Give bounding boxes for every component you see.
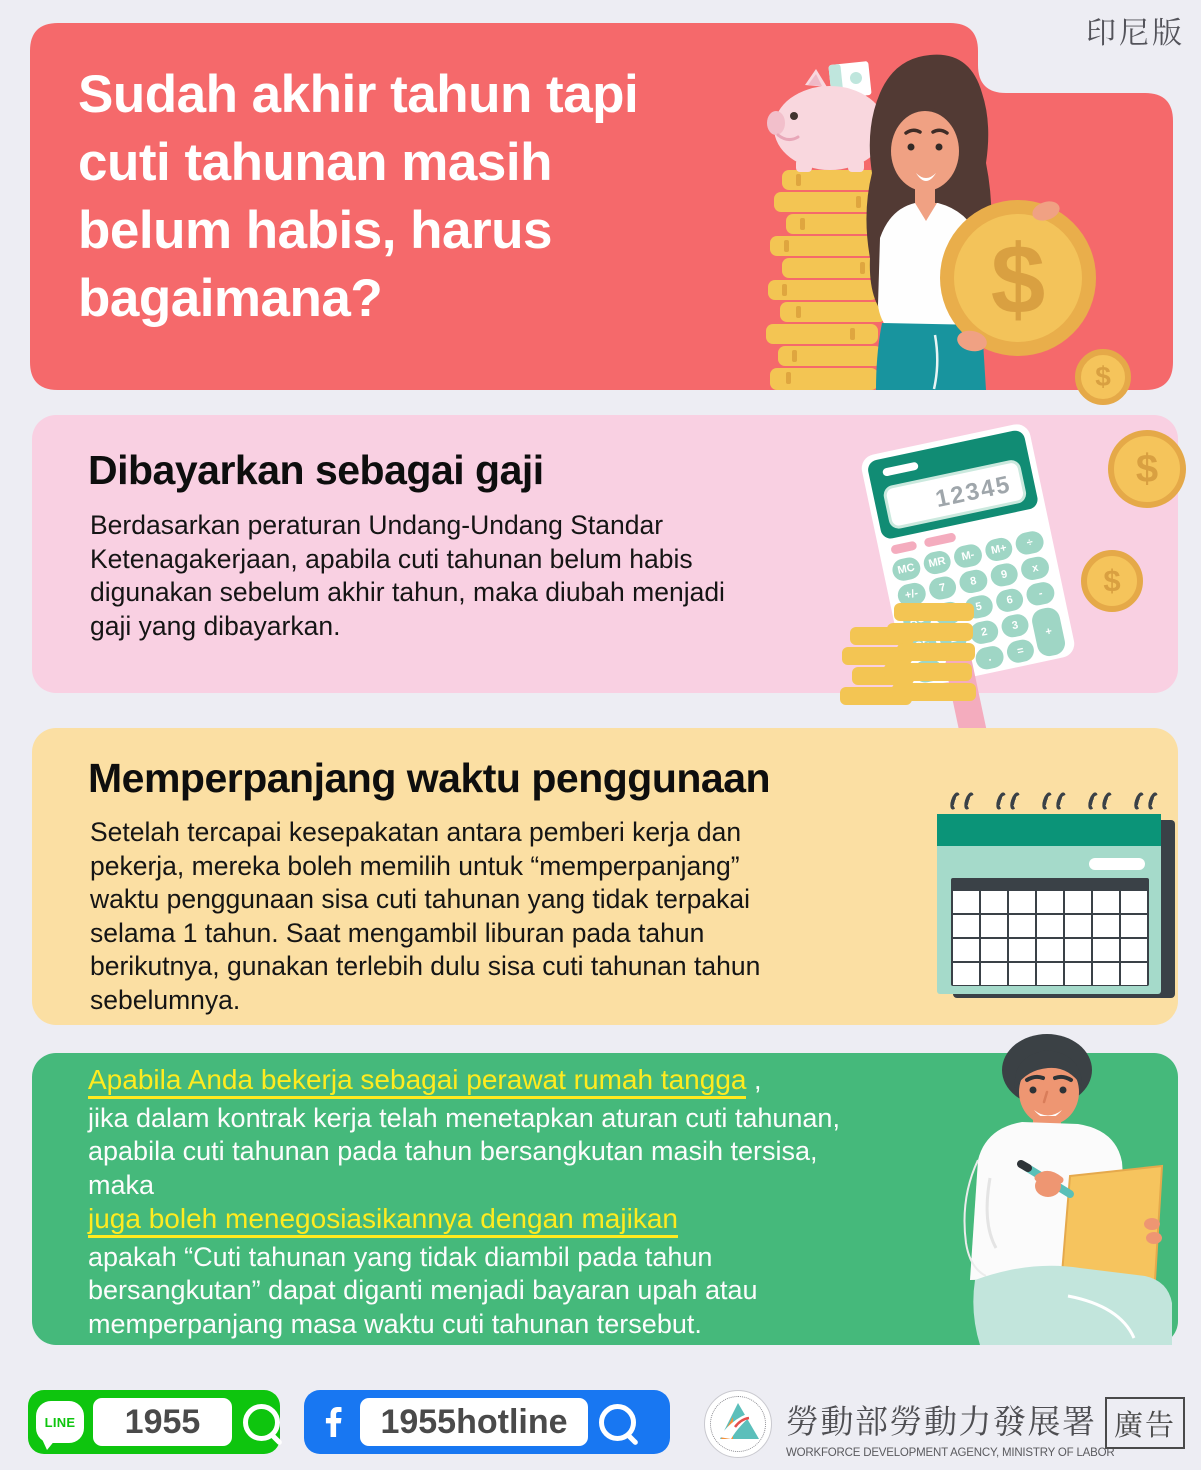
calc-key-MR: MR (921, 549, 953, 576)
agency-block (704, 1390, 1114, 1459)
calc-key-+: + (1030, 606, 1067, 659)
calculator-pink-dash (923, 532, 956, 547)
calendar-cell (981, 939, 1007, 961)
calendar-cell (1093, 939, 1119, 961)
line-search-input[interactable] (93, 1398, 232, 1446)
calendar-cell (1121, 891, 1147, 913)
salary-card-heading: Dibayarkan sebagai gaji (88, 447, 544, 493)
body-line: selama 1 tahun. Saat mengambil liburan pada tahun (90, 917, 705, 948)
body-line: Setelah tercapai kesepakatan antara pemberi kerja dan (90, 817, 742, 847)
ad-label-text: 廣告 (1113, 1409, 1176, 1442)
calc-key-M-: M- (952, 542, 984, 569)
line-query: 1955 (124, 1402, 201, 1441)
facebook-search-pill[interactable] (304, 1390, 670, 1454)
body-line: Ketenagakerjaan, apabila cuti tahunan belum habis (90, 543, 693, 574)
facebook-query: 1955hotline (380, 1402, 568, 1441)
caregiver-line: apakah “Cuti tahunan yang tidak diambil pada tahun (88, 1241, 713, 1272)
hero-title-line: belum habis, harus (78, 201, 553, 260)
coin-icon (1081, 550, 1143, 612)
body-line: berikutnya, gunakan terlebih dulu sisa cuti tahunan tahun (90, 951, 761, 981)
calculator-speaker (882, 461, 919, 476)
caregiver-line: apabila cuti tahunan pada tahun bersangkutan masih tersisa, (88, 1136, 818, 1166)
facebook-icon (316, 1400, 352, 1444)
calendar-grid-header (953, 880, 1147, 889)
calendar-cell (1009, 939, 1035, 961)
calendar-cell (1093, 963, 1119, 985)
calc-key-x: x (1019, 555, 1051, 582)
calc-key-M+: M+ (983, 536, 1015, 563)
line-logo-text: LINE (44, 1414, 76, 1430)
calc-key-2: 2 (968, 619, 1000, 646)
agency-name-en: WORKFORCE DEVELOPMENT AGENCY, MINISTRY OF LABOR (786, 1447, 1115, 1459)
calc-key-8: 8 (958, 568, 990, 595)
facebook-search-input[interactable] (360, 1398, 588, 1446)
calculator-screen-panel (866, 429, 1039, 541)
coin-symbol: $ (1103, 563, 1121, 598)
calendar-header (937, 814, 1161, 846)
calendar-cell (1037, 891, 1063, 913)
calc-key-9: 9 (989, 561, 1021, 588)
calendar-cell (1093, 891, 1119, 913)
caregiver-card-text (88, 1063, 840, 1341)
calc-key-5: 5 (963, 593, 995, 620)
calendar-icon (937, 790, 1173, 1000)
coin-icon (1108, 430, 1186, 508)
agency-names (786, 1390, 1114, 1459)
calendar-cell (1065, 939, 1091, 961)
woman-with-coin-illustration (730, 23, 1173, 390)
calc-key-6: 6 (994, 587, 1026, 614)
calendar-cell (1065, 963, 1091, 985)
caregiver-line: jika dalam kontrak kerja telah menetapkan aturan cuti tahunan, (88, 1102, 840, 1133)
hero-title (78, 61, 638, 333)
calendar-cell (1037, 939, 1063, 961)
calendar-cell (953, 939, 979, 961)
caregiver-link-2[interactable]: juga boleh menegosiasikannya dengan majikan (88, 1203, 678, 1238)
caregiver-line: bersangkutan” dapat diganti menjadi bayaran upah atau (88, 1275, 758, 1305)
line-icon (36, 1401, 84, 1443)
calc-key-÷: ÷ (1014, 529, 1046, 556)
calc-key-3: 3 (999, 612, 1031, 639)
svg-text:$: $ (990, 224, 1046, 334)
calendar-cell (981, 963, 1007, 985)
body-line: Berdasarkan peraturan Undang-Undang Standar (90, 510, 664, 540)
wda-logo-icon (704, 1390, 772, 1458)
body-line: gaji yang dibayarkan. (90, 610, 341, 641)
coin-stack-icon (837, 595, 1037, 693)
calendar-cell (953, 891, 979, 913)
body-line: digunakan sebelum akhir tahun, maka diubah menjadi (90, 577, 725, 607)
calendar-cell (1037, 915, 1063, 937)
calculator-pink-dash (890, 541, 917, 555)
calc-key-+/-: +/- (896, 581, 928, 608)
calendar-cell (981, 915, 1007, 937)
calendar-cell (1065, 915, 1091, 937)
line-search-pill[interactable] (28, 1390, 280, 1454)
calendar-cell (1009, 891, 1035, 913)
calendar-cell (953, 963, 979, 985)
calendar-cell (981, 891, 1007, 913)
calc-key-7: 7 (927, 574, 959, 601)
calendar-cell (1121, 915, 1147, 937)
calendar-cell (1121, 939, 1147, 961)
calendar-label-pill (1089, 858, 1145, 870)
calendar-cell (953, 915, 979, 937)
calendar-cell (1009, 963, 1035, 985)
calc-key-=: = (1005, 638, 1037, 665)
coin-icon (1075, 349, 1131, 405)
calc-key--: - (1025, 580, 1057, 607)
man-writing-illustration (920, 1028, 1178, 1345)
body-line: pekerja, mereka boleh memilih untuk “memperpanjang” (90, 850, 740, 881)
calc-key-.: . (974, 644, 1006, 671)
link1-suffix: , (746, 1065, 762, 1095)
salary-card-body (90, 509, 725, 643)
search-icon[interactable] (599, 1404, 636, 1441)
calc-key-MC: MC (890, 556, 922, 583)
agency-name-zh: 勞動部勞動力發展署 (786, 1403, 1097, 1440)
hero-title-line: cuti tahunan masih (78, 133, 552, 192)
paid-as-salary-card (32, 415, 1178, 693)
calculator-display: 12345 (882, 458, 1028, 530)
coin-symbol: $ (1095, 361, 1111, 392)
coin-symbol: $ (1135, 446, 1159, 491)
extend-period-card (32, 728, 1178, 1025)
calendar-rings (951, 792, 1161, 810)
hero-title-line: bagaimana? (78, 269, 383, 328)
caregiver-link-1[interactable]: Apabila Anda bekerja sebagai perawat rumah tangga (88, 1064, 746, 1099)
calendar-cell (1009, 915, 1035, 937)
calendar-grid (951, 878, 1149, 986)
ad-label (1105, 1397, 1185, 1449)
caregiver-line (88, 1202, 840, 1241)
calendar-cell (1093, 915, 1119, 937)
hero-card (30, 23, 1173, 390)
calendar-cell (1065, 891, 1091, 913)
caregiver-line (88, 1063, 840, 1102)
calendar-body (937, 814, 1161, 994)
extend-card-heading: Memperpanjang waktu penggunaan (88, 755, 771, 801)
calendar-cell (1037, 963, 1063, 985)
body-line: waktu penggunaan sisa cuti tahunan yang tidak terpakai (90, 884, 751, 914)
body-line: sebelumnya. (90, 984, 241, 1015)
edition-label: 印尼版 (1086, 17, 1185, 50)
caregiver-line: maka (88, 1169, 155, 1200)
calendar-cell (1121, 963, 1147, 985)
caregiver-line: memperpanjang masa waktu cuti tahunan tersebut. (88, 1308, 702, 1339)
extend-card-body (90, 816, 760, 1017)
search-icon[interactable] (243, 1404, 280, 1441)
hero-title-line: Sudah akhir tahun tapi (78, 65, 639, 124)
